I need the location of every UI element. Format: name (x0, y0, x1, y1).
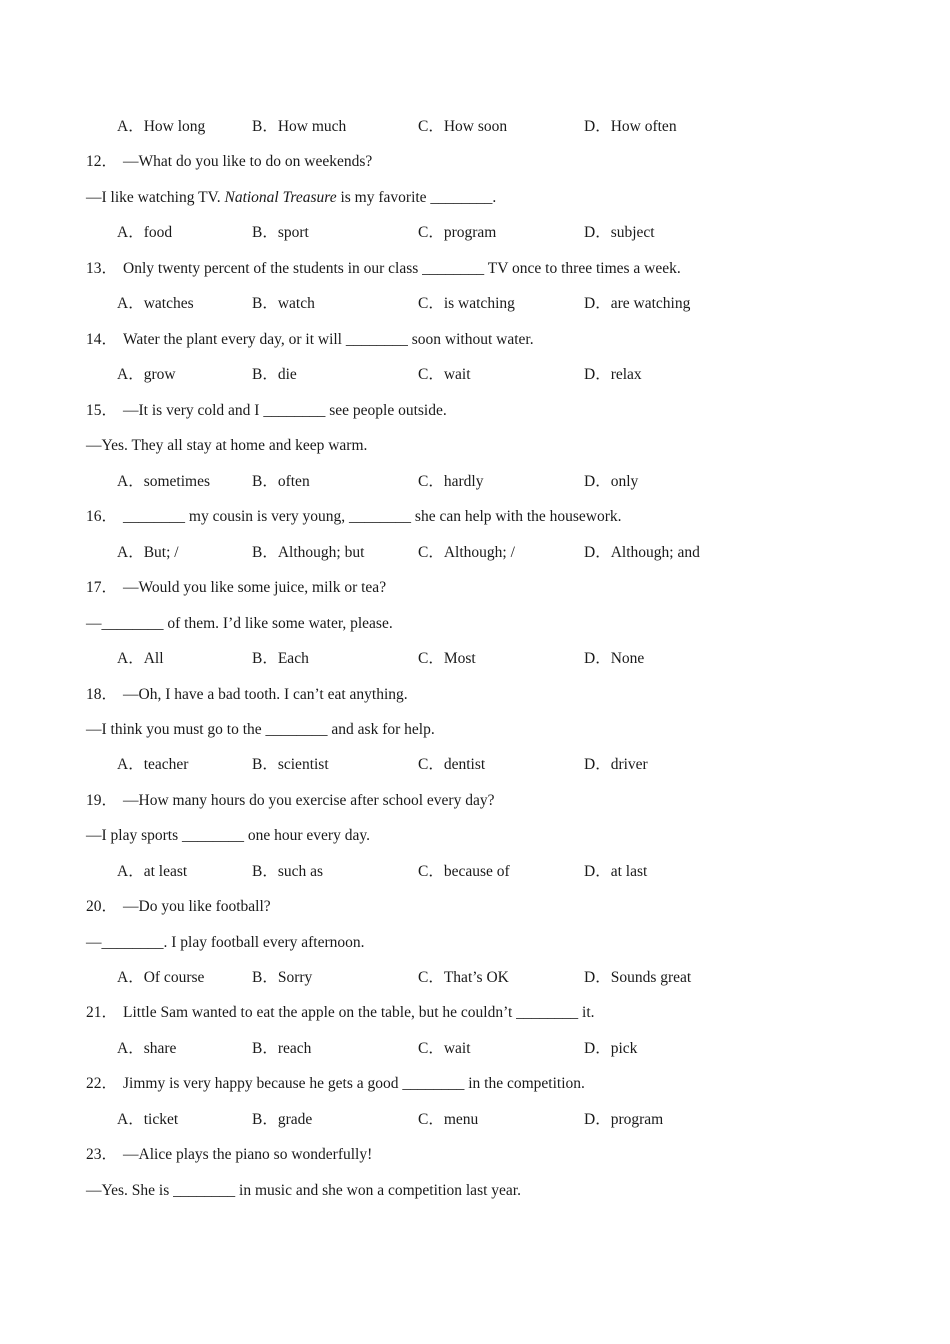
option-d: D．are watching (584, 295, 691, 312)
question-14-options (0, 364, 950, 386)
question-17-options (0, 648, 950, 670)
option-d: D．driver (584, 756, 648, 773)
option-b: B．such as (252, 863, 324, 880)
option-d: D．program (584, 1111, 664, 1128)
option-b: B．How much (252, 118, 347, 135)
option-b: B．sport (252, 224, 309, 241)
option-b: B．Each (252, 650, 309, 667)
option-b: B．grade (252, 1111, 313, 1128)
question-14-stem: 14． Water the plant every day, or it will ________ soon without water. (86, 331, 534, 348)
option-c: C．dentist (418, 756, 486, 773)
question-16-options (0, 542, 950, 564)
option-c: C．is watching (418, 295, 515, 312)
question-13-stem: 13． Only twenty percent of the students in our class ________ TV once to three times a week. (86, 260, 681, 277)
option-b: B．Sorry (252, 969, 313, 986)
question-11-options (0, 116, 950, 138)
option-b: B．Although; but (252, 544, 365, 561)
option-d: D．None (584, 650, 645, 667)
option-a: A．grow (117, 366, 176, 383)
option-a: A．But; / (117, 544, 179, 561)
question-12-answer-line: —I like watching TV. National Treasure is my favorite ________. (86, 189, 497, 206)
option-a: A．watches (117, 295, 194, 312)
option-b: B．watch (252, 295, 315, 312)
question-22-stem: 22． Jimmy is very happy because he gets a good ________ in the competition. (86, 1075, 585, 1092)
option-c: C．wait (418, 366, 471, 383)
question-12-stem: 12． —What do you like to do on weekends? (86, 153, 373, 170)
option-b: B．die (252, 366, 297, 383)
question-15-stem: 15． —It is very cold and I ________ see people outside. (86, 402, 447, 419)
option-d: D．How often (584, 118, 677, 135)
option-c: C．How soon (418, 118, 508, 135)
option-c: C．menu (418, 1111, 479, 1128)
question-15-answer-line: —Yes. They all stay at home and keep warm. (86, 437, 368, 454)
question-16-stem: 16． ________ my cousin is very young, ________ she can help with the housework. (86, 508, 622, 525)
option-a: A．share (117, 1040, 177, 1057)
option-b: B．scientist (252, 756, 329, 773)
option-c: C．program (418, 224, 497, 241)
question-18-stem: 18． —Oh, I have a bad tooth. I can’t eat anything. (86, 686, 408, 703)
question-12-options (0, 222, 950, 244)
option-a: A．How long (117, 118, 206, 135)
option-d: D．subject (584, 224, 655, 241)
question-20-stem: 20． —Do you like football? (86, 898, 271, 915)
question-19-answer-line: —I play sports ________ one hour every day. (86, 827, 370, 844)
option-d: D．pick (584, 1040, 638, 1057)
question-23-answer-line: —Yes. She is ________ in music and she won a competition last year. (86, 1182, 521, 1199)
option-c: C．wait (418, 1040, 471, 1057)
option-c: C．Most (418, 650, 476, 667)
question-20-answer-line: —________. I play football every afternoon. (86, 934, 365, 951)
option-b: B．often (252, 473, 310, 490)
option-c: C．hardly (418, 473, 484, 490)
option-a: A．at least (117, 863, 188, 880)
question-22-options (0, 1109, 950, 1131)
option-d: D．only (584, 473, 639, 490)
option-a: A．sometimes (117, 473, 211, 490)
option-a: A．ticket (117, 1111, 179, 1128)
question-21-stem: 21． Little Sam wanted to eat the apple on the table, but he couldn’t ________ it. (86, 1004, 595, 1021)
option-d: D．relax (584, 366, 642, 383)
question-19-options (0, 861, 950, 883)
option-d: D．at last (584, 863, 648, 880)
option-a: A．food (117, 224, 173, 241)
option-a: A．teacher (117, 756, 189, 773)
option-d: D．Sounds great (584, 969, 692, 986)
question-23-stem: 23． —Alice plays the piano so wonderfully! (86, 1146, 373, 1163)
option-c: C．Although; / (418, 544, 515, 561)
question-20-options (0, 967, 950, 989)
option-a: A．All (117, 650, 164, 667)
question-15-options (0, 471, 950, 493)
option-b: B．reach (252, 1040, 312, 1057)
option-a: A．Of course (117, 969, 205, 986)
question-18-answer-line: —I think you must go to the ________ and ask for help. (86, 721, 435, 738)
question-21-options (0, 1038, 950, 1060)
option-d: D．Although; and (584, 544, 700, 561)
option-c: C．That’s OK (418, 969, 509, 986)
question-19-stem: 19． —How many hours do you exercise after school every day? (86, 792, 495, 809)
question-17-stem: 17． —Would you like some juice, milk or tea? (86, 579, 387, 596)
option-c: C．because of (418, 863, 510, 880)
question-17-answer-line: —________ of them. I’d like some water, please. (86, 615, 393, 632)
question-18-options (0, 754, 950, 776)
question-13-options (0, 293, 950, 315)
